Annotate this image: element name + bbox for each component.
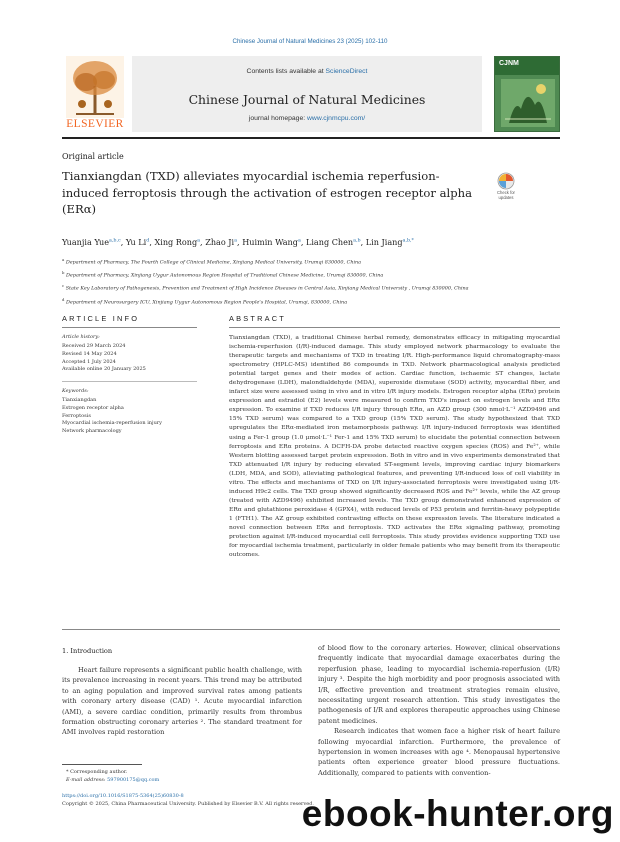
- section-heading: 1. Introduction: [62, 647, 113, 655]
- keyword-item: Ferroptosis: [62, 412, 91, 419]
- history-item: Revised 14 May 2024: [62, 350, 117, 357]
- history-list: [62, 343, 146, 374]
- author-list: Yuanjia Yue$^{a,b,c}$, Yu Li$^d$, Xing Rong$^a$, Zhao Ji$^a$, Huimin Wang$^a$, Liang Chen$^{a,b}$, Lin Jiang$^{a,b,*}$: [62, 237, 414, 247]
- footnotes: [66, 768, 159, 785]
- body-paragraph: Research indicates that women face a higher risk of heart failure following myocardial infarction. Furthermore, the prevalence of hypertension in women increases with age ⁴. Menopausal hypertensive patients often experience greater blood pressure fluctuations. Additionally, compared to patients with convention-: [318, 727, 560, 777]
- journal-masthead: [62, 56, 560, 134]
- email-note: [66, 776, 159, 784]
- journal-name: Chinese Journal of Natural Medicines: [188, 92, 426, 107]
- journal-cover-thumbnail[interactable]: [494, 56, 560, 132]
- keywords-label: Keywords:: [62, 388, 89, 394]
- article-info-heading: ARTICLE INFO: [62, 314, 140, 323]
- history-item: Available online 20 January 2025: [62, 366, 146, 373]
- affiliation-item: $^b$ Department of Pharmacy, Xinjiang Uygur Autonomous Region Hospital of Traditional Chinese Medicine, Urumqi 830000, China: [62, 270, 384, 279]
- author[interactable]: Lin Jiang$^{a,b,*}$: [365, 237, 414, 247]
- homepage-prefix: journal homepage:: [248, 115, 308, 122]
- abstract-text: Tianxiangdan (TXD), a traditional Chinese herbal remedy, demonstrates efficacy in mitigating myocardial ischemia-reperfusion (I/R)-induced damage. This study employed network pharmacology to evaluate the therapeutic targets and mechanisms of TXD in treating I/R. High-performance liquid chromatography-mass spectrometry (HPLC-MS) identified 86 compounds in TXD. Network pharmacological analysis predicted potential target genes and their modes of action. Cardiac function, ischaemic ST changes, lactate dehydrogenase (LDH), malondialdehyde (MDA), superoxide dismutase (SOD) activity, myocardial fiber, and infarct size were assessed using in vivo and in vitro I/R injury models. Estrogen receptor alpha (ERα) protein expression and estradiol (E2) levels were measured to confirm TXD's impact on estrogen levels and ERα expression. To examine if TXD reduces I/R injury through ERα, an AZD group (300 nmol·L⁻¹ AZD9496 and 15% TXD serum) was compared to a TXD group (15% TXD serum). The study hypothesized that TXD upregulates the ERα-mediated iron metamorphosis pathway. I/R injury-induced ferroptosis was identified using a Fer-1 group (1.0 μmol·L⁻¹ Fer-1 and 15% TXD serum) to elucidate the potential connection between ferroptosis and ERα proteins. A DCFH-DA probe detected reactive oxygen species (ROS) and Fe²⁺, while Western blotting assessed target protein expression. Both in vitro and in vivo experiments demonstrated that TXD attenuated I/R injury by reducing elevated ST-segment levels, improving cardiac injury biomarkers (LDH, MDA, and SOD), alleviating pathological features, and preventing I/R-induced loss of cell viability in vitro. The effects and mechanisms of TXD on I/R injury-associated ferroptosis were investigated using I/R-induced H9c2 cells. The TXD group showed significantly decreased ROS and Fe²⁺ levels, while the AZ group (treated with AZD9496) exhibited increased levels. The TXD group demonstrated enhanced expression of ERα and glutathione peroxidase 4 (GPX4), with reduced levels of P53 protein and ferritin-heavy polypeptide 1 (FTH1). The AZ group exhibited contrasting effects on these expression levels. The literature indicated a novel connection between ERα and ferroptosis. TXD activates the ERα signaling pathway, promoting protection against I/R-induced myocardial cell ferroptosis. This study provides evidence supporting TXD use for myocardial ischemia treatment, particularly in older female patients who may benefit from its therapeutic outcomes.: [229, 334, 560, 559]
- body-paragraph: of blood flow to the coronary arteries. However, clinical observations frequently indicate that myocardial damage exacerbates during the reperfusion phase, leading to myocardial ischemia-reperfusion (I/R) injury ³. Despite the high morbidity and poor prognosis associated with I/R, effective prevention and treatment strategies remain elusive, necessitating urgent research attention. This study investigates the pathogenesis of I/R and explores therapeutic approaches using Chinese patent medicines.: [318, 644, 560, 725]
- email-label: E-mail address:: [66, 777, 106, 784]
- masthead-center: [132, 56, 482, 132]
- affiliation-item: $^a$ Department of Pharmacy, The Fourth College of Clinical Medicine, Xinjiang Medical University, Urumqi 830000, China: [62, 257, 362, 266]
- history-item: Received 29 March 2024: [62, 343, 126, 349]
- watermark: [248, 788, 620, 836]
- contents-line: [132, 68, 482, 75]
- author[interactable]: Yuanjia Yue$^{a,b,c}$: [62, 237, 121, 247]
- abstract-rule: [229, 327, 560, 328]
- check-for-updates-button[interactable]: [491, 172, 521, 206]
- watermark-text: ebook-hunter.org: [301, 793, 614, 834]
- elsevier-logo[interactable]: [62, 56, 128, 132]
- author[interactable]: Huimin Wang$^a$: [242, 237, 301, 247]
- affiliation-item: $^c$ State Key Laboratory of Pathogenesis, Prevention and Treatment of High Incidence Diseases in Central Asia, Xinjiang Medical University , Urumqi 830000, China: [62, 283, 469, 293]
- affiliation-item: $^d$ Department of Neurosurgery ICU, Xinjiang Uygur Autonomous Region People's Hospital, Urumqi, 830000, China: [62, 296, 348, 306]
- affiliations: [62, 255, 560, 308]
- elsevier-tree-icon: [66, 56, 124, 118]
- corresponding-author-note: * Corresponding author.: [66, 769, 128, 775]
- keyword-item: Network pharmacology: [62, 428, 122, 435]
- body-right-column: [318, 643, 560, 778]
- footnote-rule: [62, 764, 142, 765]
- check-for-updates-label: Check for updates: [497, 190, 515, 200]
- author[interactable]: Liang Chen$^{a,b}$: [305, 237, 361, 247]
- abstract-heading: ABSTRACT: [229, 314, 287, 323]
- keywords-rule: [62, 381, 197, 382]
- homepage-line: [132, 115, 482, 122]
- masthead-rule: [62, 137, 560, 139]
- history-item: Accepted 1 July 2024: [62, 358, 116, 365]
- doi-link[interactable]: https://doi.org/10.1016/S1875-5364(25)60830-8: [62, 793, 184, 799]
- homepage-link[interactable]: www.cjnmcpu.com/: [307, 115, 366, 122]
- author[interactable]: Xing Rong$^a$: [154, 237, 201, 247]
- article-type: Original article: [62, 152, 124, 161]
- keyword-item: Myocardial ischemia-reperfusion injury: [62, 420, 163, 427]
- cover-label: CJNM: [499, 60, 519, 67]
- body-left-column: Heart failure represents a significant public health challenge, with its prevalence increasing in recent years. This trend may be attributed to an aging population and improved survival rates among patients with coronary artery disease (CAD) ¹. Acute myocardial infarction (AMI), a severe cardiac condition, primarily results from thrombus formation obstructing coronary arteries ². The standard treatment for AMI involves rapid restoration: [62, 666, 302, 737]
- running-head: Chinese Journal of Natural Medicines 23 (2025) 102-110: [232, 38, 388, 45]
- elsevier-wordmark: ELSEVIER: [66, 118, 124, 130]
- article-title: Tianxiangdan (TXD) alleviates myocardial ischemia reperfusion-induced ferroptosis through the activation of estrogen receptor alpha (ERα): [62, 169, 473, 217]
- author[interactable]: Yu Li$^d$: [125, 237, 150, 247]
- keyword-item: Tianxiangdan: [62, 397, 97, 403]
- front-matter-rule: [62, 629, 560, 630]
- article-info-rule: [62, 327, 197, 328]
- check-for-updates-icon: [497, 172, 515, 190]
- sciencedirect-link[interactable]: ScienceDirect: [325, 68, 368, 75]
- cover-art-icon: [501, 79, 555, 127]
- email-link[interactable]: 597900175@qq.com: [107, 777, 160, 784]
- keyword-list: [62, 397, 162, 436]
- contents-prefix: Contents lists available at: [246, 68, 326, 75]
- copyright-line: Copyright © 2025, China Pharmaceutical University. Published by Elsevier B.V. All rights reserved.: [62, 801, 315, 807]
- author[interactable]: Zhao Ji$^a$: [205, 237, 238, 247]
- history-label: Article history:: [62, 334, 100, 340]
- keyword-item: Estrogen receptor alpha: [62, 404, 124, 411]
